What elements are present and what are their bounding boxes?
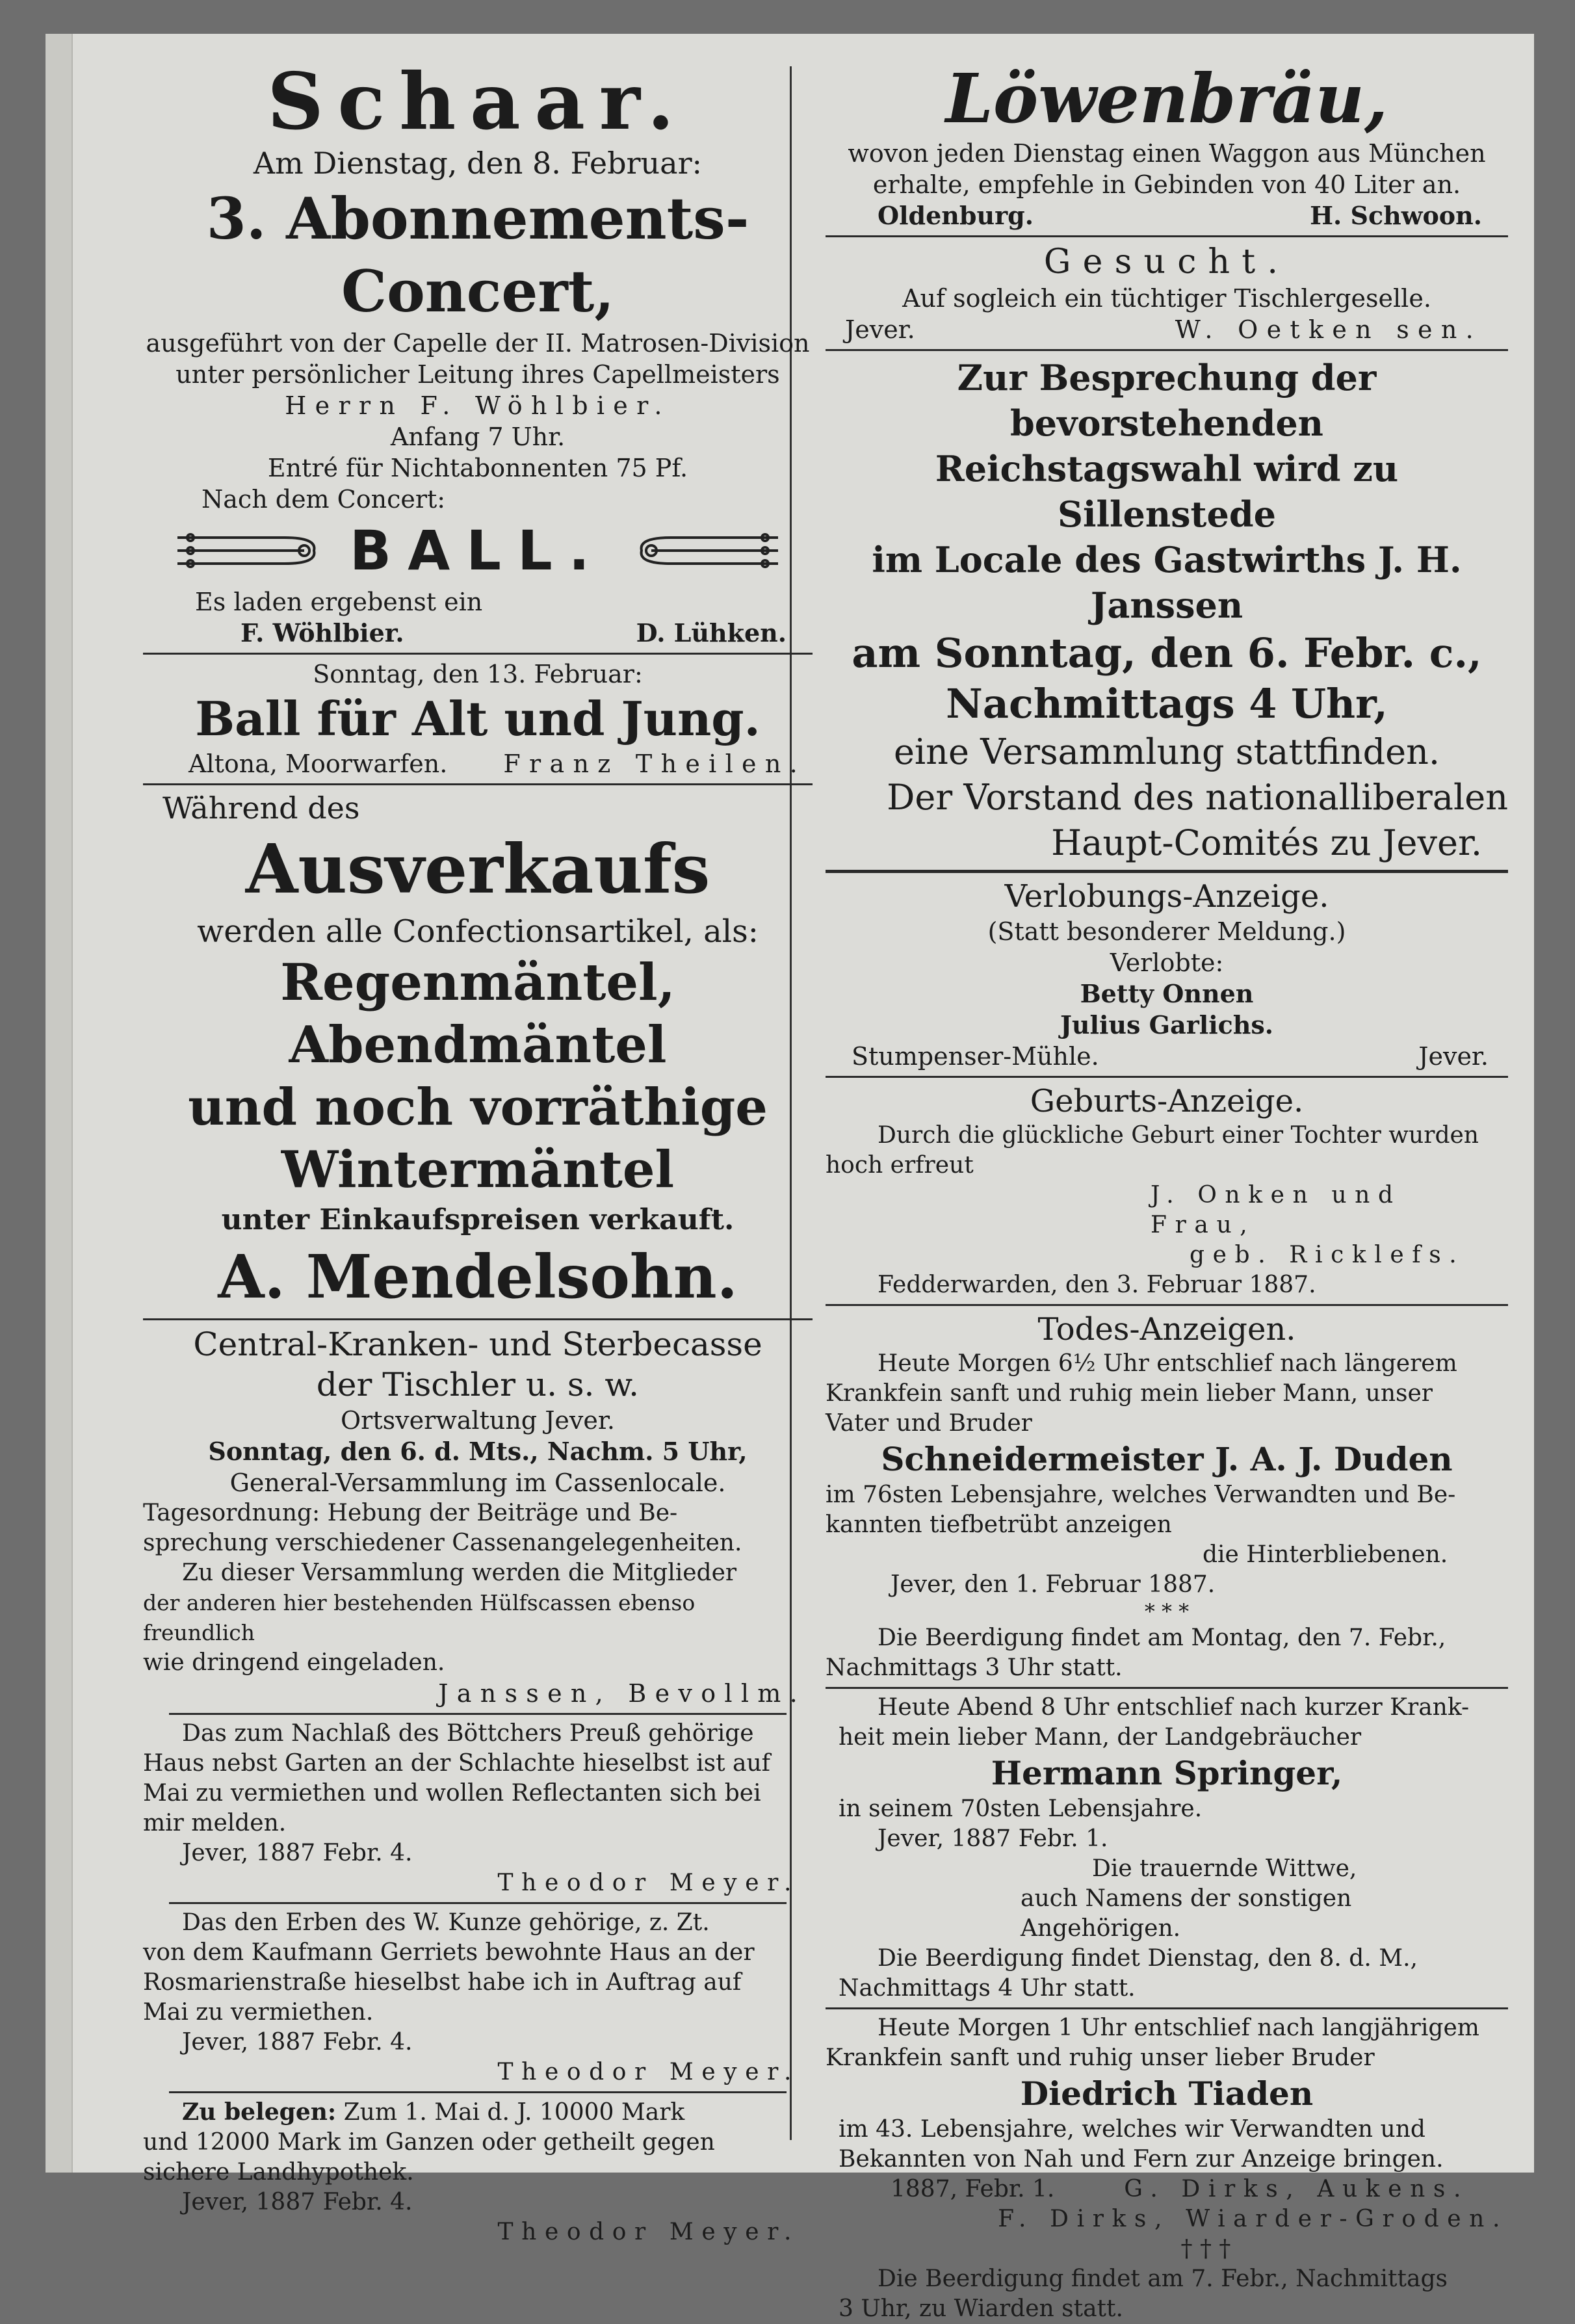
ad-line: auch Namens der sonstigen Angehörigen. bbox=[1021, 1885, 1352, 1942]
ad-line: sprechung verschiedener Cassenangelegenheiten. bbox=[143, 1530, 742, 1556]
ad-line: Bekannten von Nah und Fern zur Anzeige bringen. bbox=[839, 2146, 1444, 2173]
rule bbox=[826, 1076, 1508, 1078]
ad-date: Fedderwarden, den 3. Februar 1887. bbox=[878, 1272, 1316, 1298]
ad-line: Tagesordnung: Hebung der Beiträge und Be- bbox=[143, 1500, 678, 1526]
ad-ausverkauf bbox=[143, 789, 813, 1314]
ad-line: Wintermäntel bbox=[281, 1140, 675, 1199]
ad-headline: der Tischler u. s. w. bbox=[316, 1366, 640, 1404]
ad-line: Auf sogleich ein tüchtiger Tischlergeselle. bbox=[902, 284, 1431, 313]
ad-line: im 76sten Lebensjahre, welches Verwandten und Be- bbox=[826, 1482, 1456, 1508]
ad-name: Schneidermeister J. A. J. Duden bbox=[881, 1440, 1453, 1478]
ad-reichstagswahl bbox=[826, 355, 1508, 866]
ad-title: Verlobungs-Anzeige. bbox=[1004, 878, 1329, 915]
ad-lead: Zu belegen: bbox=[182, 2098, 337, 2126]
ad-line: Nachmittags 3 Uhr statt. bbox=[826, 1654, 1123, 1681]
ad-line: (Statt besonderer Meldung.) bbox=[987, 917, 1346, 946]
ad-line: Zu dieser Versammlung werden die Mitglieder bbox=[182, 1560, 737, 1586]
ad-line: Die Beerdigung findet Dienstag, den 8. d. M., bbox=[878, 1945, 1418, 1972]
rule bbox=[826, 235, 1508, 237]
signature: Janssen, Bevollm. bbox=[438, 1679, 806, 1708]
ad-line: Krankfein sanft und ruhig mein lieber Mann, unser bbox=[826, 1380, 1433, 1407]
rule bbox=[826, 1304, 1508, 1306]
rule bbox=[826, 2007, 1508, 2009]
ad-title: Löwenbräu, bbox=[945, 59, 1388, 138]
ad-line: Die Beerdigung findet am Montag, den 7. Febr., bbox=[878, 1625, 1446, 1651]
rule bbox=[143, 653, 813, 655]
ad-line: unter persönlicher Leitung ihres Capellmeisters bbox=[176, 360, 780, 389]
signature-row bbox=[143, 618, 813, 649]
ad-line: Mai zu vermiethen. bbox=[143, 1999, 374, 2026]
ad-date: Jever, 1887 Febr. 4. bbox=[182, 2029, 413, 2056]
ornament-right-icon bbox=[625, 525, 781, 577]
rule bbox=[169, 1902, 787, 1904]
ad-line: Durch die glückliche Geburt einer Tochter wurden bbox=[878, 1122, 1479, 1149]
rule bbox=[143, 1318, 813, 1320]
signature: geb. Ricklefs. bbox=[1190, 1242, 1465, 1268]
ad-title: Todes-Anzeigen. bbox=[1037, 1311, 1296, 1348]
ad-schaar-concert bbox=[143, 56, 813, 649]
ad-date: Jever, 1887 Febr. 1. bbox=[878, 1825, 1108, 1852]
ad-line: Haupt-Comités zu Jever. bbox=[1051, 822, 1482, 863]
signature-row bbox=[143, 748, 813, 779]
ad-line: Reichstagswahl wird zu Sillenstede bbox=[935, 448, 1399, 535]
signature: G. Dirks, Aukens. bbox=[1124, 2176, 1469, 2202]
rule bbox=[826, 1687, 1508, 1689]
ad-line: Zur Besprechung der bevorstehenden bbox=[957, 357, 1377, 444]
ad-line: Nach dem Concert: bbox=[202, 485, 446, 514]
ad-line bbox=[143, 2097, 813, 2128]
ad-headline: Ausverkaufs bbox=[245, 829, 710, 909]
ad-line: Haus nebst Garten an der Schlachte hieselbst ist auf bbox=[143, 1750, 770, 1777]
ad-line: Der Vorstand des nationalliberalen bbox=[887, 777, 1508, 818]
ad-name: Julius Garlichs. bbox=[1060, 1010, 1274, 1039]
ad-todesanzeige-springer bbox=[826, 1693, 1508, 2004]
ad-belegen bbox=[143, 2097, 813, 2247]
ad-line: in seinem 70sten Lebensjahre. bbox=[839, 1795, 1203, 1822]
ad-place: Stumpenser-Mühle. bbox=[852, 1042, 1099, 1071]
signature: J. Onken und Frau, bbox=[1151, 1182, 1401, 1238]
ad-line: Ortsverwaltung Jever. bbox=[341, 1406, 615, 1435]
ad-date: 1887, Febr. 1. bbox=[891, 2176, 1055, 2202]
ad-line: Heute Abend 8 Uhr entschlief nach kurzer Krank- bbox=[878, 1694, 1470, 1721]
ad-line: im Locale des Gastwirths J. H. Janssen bbox=[872, 539, 1462, 626]
ad-loewenbraeu bbox=[826, 60, 1508, 231]
signature-row bbox=[826, 1041, 1508, 1072]
ad-line: Herrn F. Wöhlbier. bbox=[285, 391, 671, 420]
ad-geburt bbox=[826, 1082, 1508, 1300]
ad-line: werden alle Confectionsartikel, als: bbox=[197, 913, 759, 950]
signature-row bbox=[826, 314, 1508, 345]
ad-line: von dem Kaufmann Gerriets bewohnte Haus an der bbox=[143, 1939, 755, 1966]
ad-name: Betty Onnen bbox=[1080, 979, 1254, 1008]
ad-line: heit mein lieber Mann, der Landgebräucher bbox=[839, 1724, 1362, 1751]
ad-line: im 43. Lebensjahre, welches wir Verwandten und bbox=[839, 2116, 1425, 2143]
ad-line: am Sonntag, den 6. Febr. c., bbox=[852, 629, 1482, 677]
ad-headline: Ball für Alt und Jung. bbox=[195, 691, 761, 746]
ad-signature: A. Mendelsohn. bbox=[218, 1242, 738, 1312]
ad-line: 3 Uhr, zu Wiarden statt. bbox=[839, 2295, 1123, 2322]
separator-crosses: † † † bbox=[1180, 2236, 1231, 2262]
ad-place: Altona, Moorwarfen. bbox=[189, 750, 448, 778]
ad-line: Nachmittags 4 Uhr statt. bbox=[839, 1975, 1136, 2002]
ad-line: Regenmäntel, Abendmäntel bbox=[280, 953, 675, 1075]
newspaper-page bbox=[46, 34, 1534, 2322]
ad-line: Vater und Bruder bbox=[826, 1410, 1032, 1437]
rule bbox=[826, 349, 1508, 351]
ad-line: Anfang 7 Uhr. bbox=[390, 423, 566, 451]
ad-line: Heute Morgen 1 Uhr entschlief nach langjährigem bbox=[878, 2015, 1479, 2041]
ad-line: sichere Landhypothek. bbox=[143, 2159, 414, 2186]
ad-line: Das zum Nachlaß des Böttchers Preuß gehörige bbox=[182, 1720, 754, 1747]
signature: W. Oetken sen. bbox=[1175, 315, 1482, 344]
ad-title: Gesucht. bbox=[1043, 242, 1290, 281]
ad-line: Entré für Nichtabonnenten 75 Pf. bbox=[267, 454, 688, 482]
ornament-left-icon bbox=[174, 525, 330, 577]
ad-headline: 3. Abonnements-Concert, bbox=[206, 185, 749, 325]
ad-todesanzeige-duden bbox=[826, 1310, 1508, 1683]
left-column bbox=[143, 56, 813, 2247]
page-binding-edge bbox=[46, 34, 73, 2173]
rule bbox=[143, 783, 813, 785]
ad-preuss bbox=[143, 1719, 813, 1898]
right-column bbox=[826, 60, 1508, 2324]
signature: F. Dirks, Wiarder-Groden. bbox=[998, 2206, 1508, 2232]
ad-name: Diedrich Tiaden bbox=[1020, 2074, 1314, 2113]
ad-todesanzeige-tiaden bbox=[826, 2013, 1508, 2324]
ad-headline: Central-Kranken- und Sterbecasse bbox=[193, 1325, 762, 1363]
signature: F. Wöhlbier. bbox=[241, 618, 404, 647]
ad-date: Jever, den 1. Februar 1887. bbox=[891, 1571, 1216, 1598]
ad-line: Während des bbox=[163, 790, 360, 826]
ad-line: hoch erfreut bbox=[826, 1152, 974, 1179]
ad-place: Jever. bbox=[1418, 1042, 1489, 1071]
ad-line: und noch vorräthige bbox=[188, 1078, 768, 1137]
ad-title: Geburts-Anzeige. bbox=[1030, 1083, 1304, 1119]
ad-line: der anderen hier bestehenden Hülfscassen ebenso freundlich bbox=[143, 1590, 696, 1645]
ball-banner bbox=[143, 515, 813, 586]
ball-label: BALL. bbox=[350, 519, 606, 582]
ad-line: und 12000 Mark im Ganzen oder getheilt gegen bbox=[143, 2129, 715, 2156]
ad-date: Jever, 1887 Febr. 4. bbox=[182, 1840, 413, 1866]
ad-line: wovon jeden Dienstag einen Waggon aus München bbox=[848, 139, 1486, 168]
ad-title: Schaar. bbox=[267, 56, 688, 148]
ad-line: Das den Erben des W. Kunze gehörige, z. Zt. bbox=[182, 1909, 710, 1936]
ad-line: Nachmittags 4 Uhr, bbox=[946, 680, 1388, 727]
ad-date: Am Dienstag, den 8. Februar: bbox=[253, 146, 703, 181]
rule bbox=[826, 870, 1508, 873]
signature: D. Lühken. bbox=[636, 618, 787, 647]
ad-date: Jever, 1887 Febr. 4. bbox=[182, 2189, 413, 2215]
ad-line: die Hinterbliebenen. bbox=[1203, 1541, 1448, 1568]
signature: Franz Theilen. bbox=[503, 750, 806, 778]
ad-line: Krankfein sanft und ruhig unser lieber Bruder bbox=[826, 2044, 1375, 2071]
ad-line: Rosmarienstraße hieselbst habe ich in Auftrag auf bbox=[143, 1969, 742, 1996]
ad-ball-alt-jung bbox=[143, 659, 813, 779]
ad-line: Heute Morgen 6½ Uhr entschlief nach längerem bbox=[878, 1350, 1457, 1377]
rule bbox=[169, 2091, 787, 2093]
ad-line: Es laden ergebenst ein bbox=[195, 588, 483, 616]
ad-date: Sonntag, den 13. Februar: bbox=[313, 660, 643, 688]
signature-row bbox=[826, 2174, 1508, 2204]
ad-line: unter Einkaufspreisen verkauft. bbox=[221, 1203, 735, 1236]
ad-line: Die Beerdigung findet am 7. Febr., Nachmittags bbox=[878, 2265, 1448, 2292]
signature: Theodor Meyer. bbox=[497, 2059, 800, 2085]
ad-place: Oldenburg. bbox=[878, 201, 1034, 230]
ad-line: Mai zu vermiethen und wollen Reflectanten sich bei bbox=[143, 1780, 761, 1807]
signature: H. Schwoon. bbox=[1310, 201, 1482, 230]
ad-verlobung bbox=[826, 877, 1508, 1072]
ad-place: Jever. bbox=[845, 315, 915, 344]
ad-line: kannten tiefbetrübt anzeigen bbox=[826, 1511, 1172, 1538]
ad-text: Zum 1. Mai d. J. 10000 Mark bbox=[336, 2099, 685, 2126]
ad-line: erhalte, empfehle in Gebinden von 40 Liter an. bbox=[872, 170, 1461, 199]
rule bbox=[169, 1713, 787, 1715]
ad-line: mir melden. bbox=[143, 1810, 287, 1836]
ad-line: Verlobte: bbox=[1110, 948, 1224, 977]
ad-line: Die trauernde Wittwe, bbox=[1092, 1855, 1357, 1882]
ad-name: Hermann Springer, bbox=[991, 1754, 1343, 1792]
ad-line: ausgeführt von der Capelle der II. Matrosen-Division bbox=[146, 329, 810, 358]
signature: Theodor Meyer. bbox=[497, 2219, 800, 2245]
signature: Theodor Meyer. bbox=[497, 1870, 800, 1896]
ad-kasse bbox=[143, 1324, 813, 1709]
ad-line: wie dringend eingeladen. bbox=[143, 1649, 445, 1676]
separator-stars: * * * bbox=[1144, 1599, 1190, 1624]
ad-kunze bbox=[143, 1908, 813, 2087]
ad-line: General-Versammlung im Cassenlocale. bbox=[229, 1469, 726, 1497]
ad-line: Sonntag, den 6. d. Mts., Nachm. 5 Uhr, bbox=[208, 1437, 748, 1466]
signature-row bbox=[826, 200, 1508, 231]
ad-line: eine Versammlung stattfinden. bbox=[893, 731, 1440, 772]
ad-gesucht bbox=[826, 241, 1508, 345]
